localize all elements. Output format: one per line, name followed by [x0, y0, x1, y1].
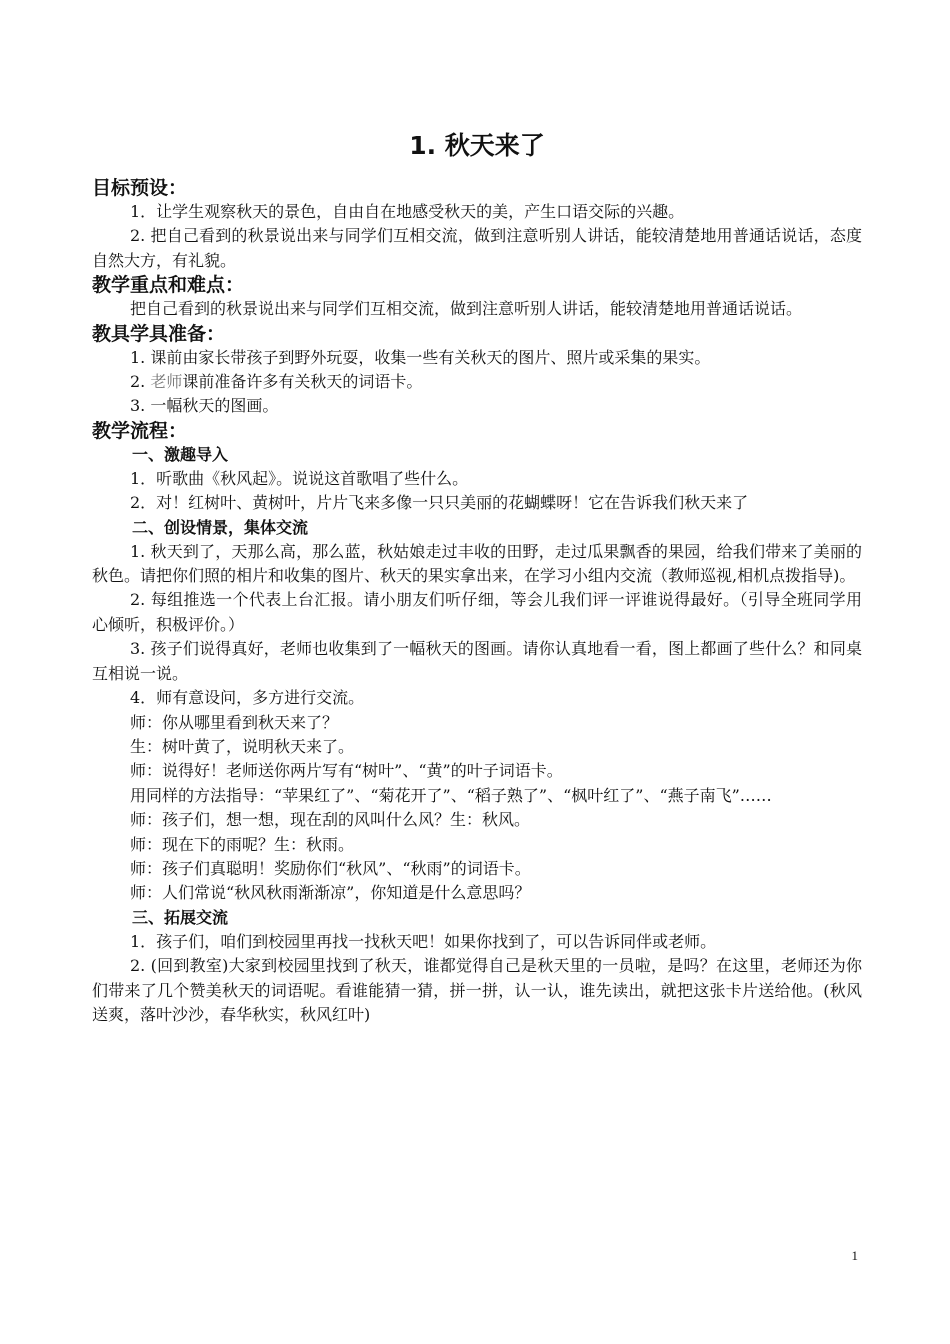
- dialogue-line: 师：现在下的雨呢？生：秋雨。: [130, 834, 355, 854]
- heading-key-points: 教学重点和难点：: [92, 274, 245, 297]
- paragraph: 1．孩子们，咱们到校园里再找一找秋天吧！如果你找到了，可以告诉同伴或老师。: [130, 931, 717, 951]
- page-title: 1. 秋天来了: [409, 131, 545, 160]
- paragraph: 1．让学生观察秋天的景色，自由自在地感受秋天的美，产生口语交际的兴趣。: [130, 202, 685, 221]
- page-number: 1: [851, 1248, 858, 1263]
- paragraph: 1. 秋天到了，天那么高，那么蓝，秋姑娘走过丰收的田野，走过瓜果飘香的果园，给我们带来了美丽的秋色。请把你们照的相片和收集的图片、秋天的果实拿出来，在学习小组内交流（教师巡视,相机点拨指导)。: [92, 541, 862, 586]
- document-body: [92, 126, 862, 1027]
- dialogue-line: 师：人们常说“秋风秋雨渐渐凉”，你知道是什么意思吗？: [130, 883, 531, 903]
- heading-preparation: 教具学具准备：: [92, 322, 226, 345]
- heading-flow: 教学流程：: [92, 419, 188, 442]
- paragraph: 2. (回到教室)大家到校园里找到了秋天，谁都觉得自己是秋天里的一员啦，是吗？在这里，老师还为你们带来了几个赞美秋天的词语呢。看谁能猜一猜，拼一拼，认一认，谁先读出，就把这张卡片送给他。(秋风送爽，落叶沙沙，春华秋实，秋风红叶): [92, 956, 862, 1024]
- paragraph: 4．师有意设问，多方进行交流。: [130, 688, 365, 708]
- dialogue-line: 师：孩子们真聪明！奖励你们“秋风”、“秋雨”的词语卡。: [130, 858, 531, 878]
- paragraph: 1. 课前由家长带孩子到野外玩耍，收集一些有关秋天的图片、照片或采集的果实。: [130, 347, 711, 367]
- paragraph-text: 课前准备许多有关秋天的词语卡。: [182, 372, 423, 392]
- paragraph: 把自己看到的秋景说出来与同学们互相交流，做到注意听别人讲话，能较清楚地用普通话说话。: [130, 299, 803, 319]
- paragraph: 1．听歌曲《秋风起》。说说这首歌唱了些什么。: [130, 468, 469, 488]
- greyed-text: 老师: [150, 372, 183, 392]
- subheading: 二、创设情景，集体交流: [132, 517, 309, 537]
- dialogue-line: 生：树叶黄了，说明秋天来了。: [130, 736, 355, 756]
- paragraph: 3. 孩子们说得真好，老师也收集到了一幅秋天的图画。请你认真地看一看，图上都画了些什么？和同桌互相说一说。: [92, 639, 862, 683]
- dialogue-line: 师：你从哪里看到秋天来了？: [130, 712, 339, 732]
- paragraph: 2. 每组推选一个代表上台汇报。请小朋友们听仔细，等会儿我们评一评谁说得最好。（引导全班同学用心倾听，积极评价。）: [92, 590, 862, 634]
- paragraph: 2. 把自己看到的秋景说出来与同学们互相交流，做到注意听别人讲话，能较清楚地用普通话说话，态度自然大方，有礼貌。: [92, 226, 862, 270]
- subheading: 三、拓展交流: [132, 907, 229, 927]
- paragraph: [92, 370, 862, 394]
- heading-goals: 目标预设：: [92, 177, 188, 199]
- paragraph: 2．对！红树叶、黄树叶，片片飞来多像一只只美丽的花蝴蝶呀！它在告诉我们秋天来了: [130, 493, 749, 513]
- subheading: 一、激趣导入: [132, 444, 229, 464]
- dialogue-line: 师：孩子们，想一想，现在刮的风叫什么风？生：秋风。: [130, 810, 531, 830]
- paragraph: 3. 一幅秋天的图画。: [130, 396, 279, 416]
- dialogue-line: 师：说得好！老师送你两片写有“树叶”、“黄”的叶子词语卡。: [130, 761, 563, 781]
- paragraph-number: 2.: [130, 372, 151, 392]
- paragraph: 用同样的方法指导：“苹果红了”、“菊花开了”、“稻子熟了”、“枫叶红了”、“燕子南飞”……: [130, 785, 772, 805]
